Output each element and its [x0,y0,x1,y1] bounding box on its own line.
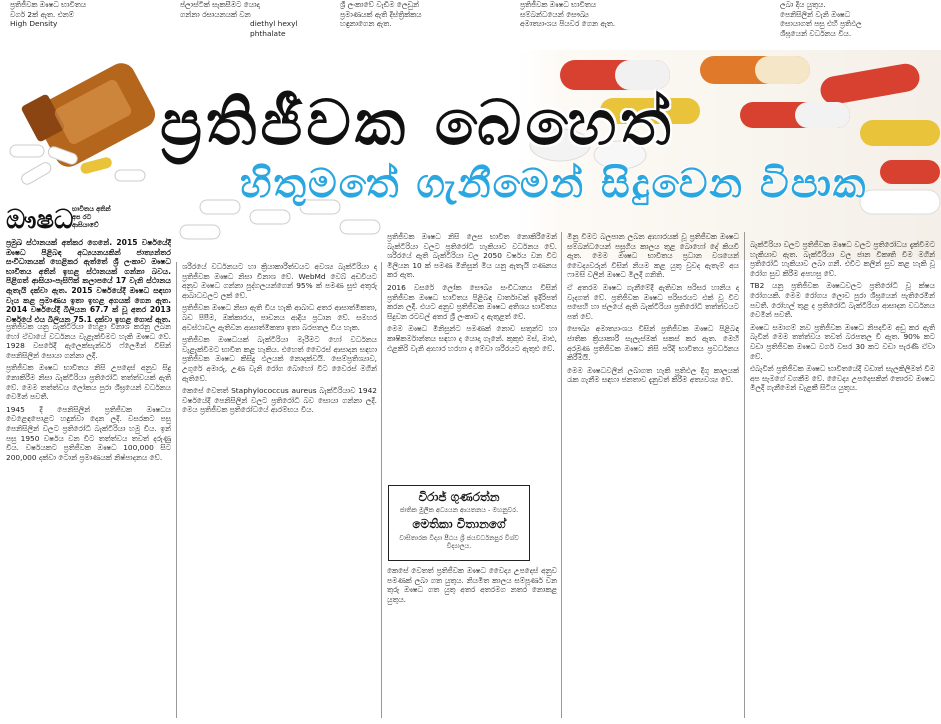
headline-title: ප්‍රතිජීවක බෙහෙත් [160,86,675,159]
headline-subtitle: හිතුමතේ ගැනීමෙන් සිදුවෙන විපාක [240,161,868,207]
paragraph: ප්‍රතිජීවක ඖෂධ භාවිතය නිසි උපදෙස් අනුව සිදු නොකිරීම නිසා බැක්ටීරියා ප්‍රතිරෝධී තත්ත්වයක් ඇති වේ. මෙම තත්ත්වය ලෝකය පුරා ශීඝ්‍රයෙන් වර්ධනය වෙමින් පවතී. [6,363,171,402]
author-name-2: මෙතිකා විතානගේ [412,517,506,531]
top-line: diethyl hexyl [250,19,298,29]
kicker-word: ඖෂධ [6,205,74,235]
top-line: ප්‍රතිජීවක ඖෂධ භාවිතය [10,0,87,9]
paragraph: මෙම ඖෂධ මිනිසුන්ට පමණක් නොව සතුන්ට හා කෘෂිකර්මාන්තය සඳහා ද යොදා ගැනේ. කුකුළු මස්, මාළු, එළකිරි වැනි ආහාර හරහා ද මේවා ශරීරයට ඇතුළු වේ. [387,324,557,353]
paragraph: කෙසේ වෙතත් ප්‍රතිජීවක ඖෂධ වෛද්‍ය උපදෙස් අනුව පමණක් ලබා ගත යුතුය. නියමිත කාලය සම්පූර්ණ වන තුරු ඖෂධ ගත යුතු අතර අතරමග නතර නොකළ යුතුය. [387,566,557,604]
kicker-side-text: භාවිතය අතින් අප රට ආසියාවේ [72,205,111,229]
paragraph: ශරීරයේ වර්ධනයට හා ක්‍රියාකාරීත්වයට අවශ්‍ය බැක්ටීරියා ද ප්‍රතිජීවක ඖෂධ නිසා විනාශ වේ. WebMd වෙබ් අඩවියට අනුව ඖෂධ ගන්නා පුද්ගලයන්ගෙන් 95% ක් පමණ සුළු අතුරු ආබාධවලට ලක් වේ. [182,262,377,300]
top-line: ප්‍රමාණයක් ඇති දිස්ත්‍රික්කය [340,9,422,19]
author-box [388,485,530,561]
headline-banner [0,50,941,260]
author-role: ජාතික මුලික අධ්‍යයන ආයතනය - මහනුවර. [399,506,519,514]
paragraph: ප්‍රතිජීවක ඖෂධ නිසි ලෙස භාවිත නොකිරීමෙන් බැක්ටීරියා වලට ප්‍රතිරෝධී හැකියාව වර්ධනය වේ. ශරීරයේ ඇති බැක්ටීරියා වල 2050 වර්ෂය වන විට මිලියන 10 ක් පමණ මිනිසුන් මිය යනු ඇතැයි ගණනය කර ඇත. [387,232,557,280]
column-divider [561,232,562,718]
body-column-1 [6,322,171,720]
top-line: ප්‍රතිජීවක ඖෂධ භාවිතය [520,0,597,9]
paragraph: 1945 දී පෙනිසිලින් ප්‍රතිජීවක ඖෂධය වෙළෙඳපොළට හඳුන්වා දෙන ලදී. වසරකට පසු පෙනිසිලින් වලට ප්‍රතිරෝධී බැක්ටීරියා හමු විය. ඉන් පසු 1950 වර්ෂය වන විට තත්ත්වය තවත් දරුණු විය. වර්ෂයකට ප්‍රතිජීවක ඖෂධ 100,000 සිට 200,000 දක්වා ටොන් ප්‍රමාණයක් නිෂ්පාදනය වේ. [6,404,171,462]
top-line: පෙනිසිලින් වැනි ඖෂධ [780,9,851,19]
paragraph: කෙසේ වෙතත් Staphylococcus aureus බැක්ටීරියාව 1942 වර්ෂයේදී පෙනිසිලින් වලට ප්‍රතිරෝධී බව සොයා ගන්නා ලදී. මෙය ප්‍රතිජීවක ප්‍රතිරෝධයේ ආරම්භය විය. [182,386,377,415]
top-text-band [0,0,941,50]
top-line: වර්ග 2ක් ඇත. එනම් [10,9,74,19]
paragraph: ප්‍රතිජීවක යනු බැක්ටීරියා හෙළා විනාශ කරනු ලබන හෝ ඒවායේ වර්ධනය වැළැක්වීමට හැකි ඖෂධ වේ. 1928 වසරේදී ඇලෙක්සැන්ඩර් ෆ්ලෙමින් විසින් පෙනිසිලින් සොයා ගන්නා ලදී. [6,322,171,360]
body-column-5 [750,240,935,720]
paragraph: බැක්ටීරියා වලට ප්‍රතිජීවක ඖෂධ වලට ප්‍රතිරෝධය දැක්වීමට හැකියාව ඇත. බැක්ටීරියා වල ජාන විකෘති වීම මගින් ප්‍රතිරෝධී හැකියාව ලබා ගනී. එවිට කලින් සුව කළ හැකි වූ රෝග සුව කිරීම අපහසු වේ. [750,240,935,278]
paragraph: 2016 වසරේ ලෝක සෞඛ්‍ය සංවිධානය විසින් ප්‍රතිජීවක ඖෂධ භාවිතය පිළිබඳ වාර්තාවක් ඉදිරිපත් කරන ලදී. එයට අනුව ප්‍රතිජීවක ඖෂධ අතිශය භාවිතය සිදුවන රටවල් අතර ශ්‍රී ලංකාව ද ඇතුළත් වේ. [387,282,557,321]
body-column-4 [567,232,739,720]
top-line: ප්ලාස්ටික් සැකසීමට යොදා [180,0,260,9]
paragraph: ඖෂධ සමාගම් නව ප්‍රතිජීවක ඖෂධ නිපදවීම අඩු කර ඇති බැවින් මෙම තත්ත්වය තවත් බරපතල වී ඇත. 90% කට වඩා ප්‍රතිජීවක ඖෂධ වර්ග වසර 30 කට වඩා පැරණි ඒවා වේ. [750,322,935,361]
top-line: අමාත්‍යාංශය පියවර ගෙන ඇත. [520,19,616,29]
column-divider [381,262,382,718]
paragraph: මෙම ඖෂධවලින් ලබාගත හැකි ප්‍රතිඵල දිගු කාලයක් රැක ගැනීම සඳහා ජනතාව දැනුවත් කිරීම අත්‍යවශ්‍ය වේ. [567,365,739,385]
top-column-5 [780,0,930,38]
paragraph: සෞඛ්‍ය අමාත්‍යාංශය විසින් ප්‍රතිජීවක ඖෂධ පිළිබඳ ජාතික ක්‍රියාකාරී සැලැස්මක් සකස් කර ඇත. මෙහි අරමුණ ප්‍රතිජීවක ඖෂධ නිසි පරිදි භාවිතය ප්‍රවර්ධනය කිරීමයි. [567,324,739,363]
paragraph: ප්‍රතිජීවක ඖෂධයක් බැක්ටීරියා මැරීමට හෝ වර්ධනය වැළැක්වීමට භාවිත කළ හැකිය. එහෙත් වෛරස් ආසාදන සඳහා ප්‍රතිජීවක ඖෂධ කිසිදු ඵලයක් නොදක්වයි. සෙම්ප්‍රතිශ්‍යාව, උගුරේ අමාරු, උණ වැනි රෝග බොහෝ විට වෛරස් මගින් ඇතිවේ. [182,335,377,383]
top-line: සොයාගත් පසු එහි ප්‍රතිඵල [780,19,862,29]
top-line: phthalate [250,28,286,38]
top-line: ලබා දිය යුතුය. [780,0,826,9]
body-column-3 [387,232,557,482]
top-line: ශීඝ්‍රයෙන් වර්ධනය විය. [780,28,852,38]
paragraph: ප්‍රතිජීවක ඖෂධ නිසා ඇති විය හැකි ආබාධ අතර ආසාත්මිකතා, බඩ පිපීම, ඔක්කාරය, පාචනය ආදිය ප්‍රධාන වේ. සමහර අවස්ථාවල ඇතිවන ආසාත්මිකතා ඉතා බරපතල විය හැක. [182,303,377,332]
top-column-4 [520,0,670,29]
body-column-3-lower [387,566,557,720]
author-name: විරාජ් ගුණරත්න [418,490,500,504]
body-column-2 [182,262,377,718]
top-line: සම්බන්ධයෙන් සෞඛ්‍ය [520,9,589,19]
top-line: ගන්නා රසායනයක් වන [180,9,251,19]
top-line: ශ්‍රී ලංකාවේ වැඩිම ලෙඩුන් [340,0,419,9]
intro-paragraph: ප්‍රමුඛ ස්ථානයක් අත්කර ගෙනේ. 2015 වර්ෂයේදී ඖෂධ පිළිබඳ අධ්‍යයනයකින් ජාත්‍යන්තර සංවිධානයක් හෙළිකර ඇත්තේ ශ්‍රී ලංකාව ඖෂධ භාවිතය අතින් ඉහළ ස්ථානයක් ගන්නා බවය. පිළිගත් ආසියා-පැසිෆික් කලාපයේ 17 වැනි ස්ථානය ඇතැයි දක්වා ඇත. 2015 වර්ෂයේදී ඖෂධ සඳහා වැය කළ ප්‍රමාණය ඉතා ඉහළ අගයක් ගෙන ඇත. 2014 වර්ෂයේදී බිලියන 67.7 ක් වූ අතර 2013 වර්ෂයේ එය බිලියන 75.1 දක්වා ඉහළ ගොස් ඇත. [6,238,171,324]
paragraph: TB2 යනු ප්‍රතිජීවක ඖෂධවලට ප්‍රතිරෝධී වූ ක්ෂය රෝගයකි. මෙම රෝගය ලොව පුරා ශීඝ්‍රයෙන් පැතිරෙමින් පවතී. රෝහල් තුළ ද ප්‍රතිරෝධී බැක්ටීරියා ආසාදන වර්ධනය වෙමින් පවතී. [750,281,935,320]
top-line: High Density [10,19,58,29]
top-column-1 [10,0,160,29]
column-divider [176,262,177,718]
paragraph: මිනු විමට බලපාන ලබන ආහාරයක් වූ ප්‍රතිජීවක ඖෂධ සම්බන්ධයෙන් පසුගිය කාලය තුළ බොහෝ දේ කියවී ඇත. මෙම ඖෂධ භාවිතය ප්‍රධාන වශයෙන් වෛද්‍යවරුන් විසින් නියම කළ යුතු වුවද ඇතැම් අය ෆාමසි වලින් ඖෂධ මිලදී ගනිති. [567,232,739,280]
top-column-2 [180,0,310,38]
paragraph: ඒ අතරම ඖෂධ ගැනීමේදී ඇතිවන පරිසර හානිය ද වැදගත් වේ. ප්‍රතිජීවක ඖෂධ පරිසරයට එක් වූ විට පසෙහි හා ජලයේ ඇති බැක්ටීරියා ප්‍රතිරෝධී තත්ත්වයට පත් වේ. [567,282,739,321]
column-divider [744,232,745,718]
paragraph: එබැවින් ප්‍රතිජීවක ඖෂධ භාවිතයේදී වඩාත් සැලකිලිමත් වීම අප සැමගේ වගකීම වේ. වෛද්‍ය උපදෙසකින් තොරව ඖෂධ මිලදී ගැනීමෙන් වැළකී සිටිය යුතුය. [750,364,935,393]
top-line: හඳුනාගෙන ඇත. [340,19,392,29]
author-role-2: වාසිතාරක විද්‍යා පීඨය ශ්‍රී ජයවර්ධනපුර විශ්ව විද්‍යාලය. [399,534,519,550]
top-column-3 [340,0,490,29]
